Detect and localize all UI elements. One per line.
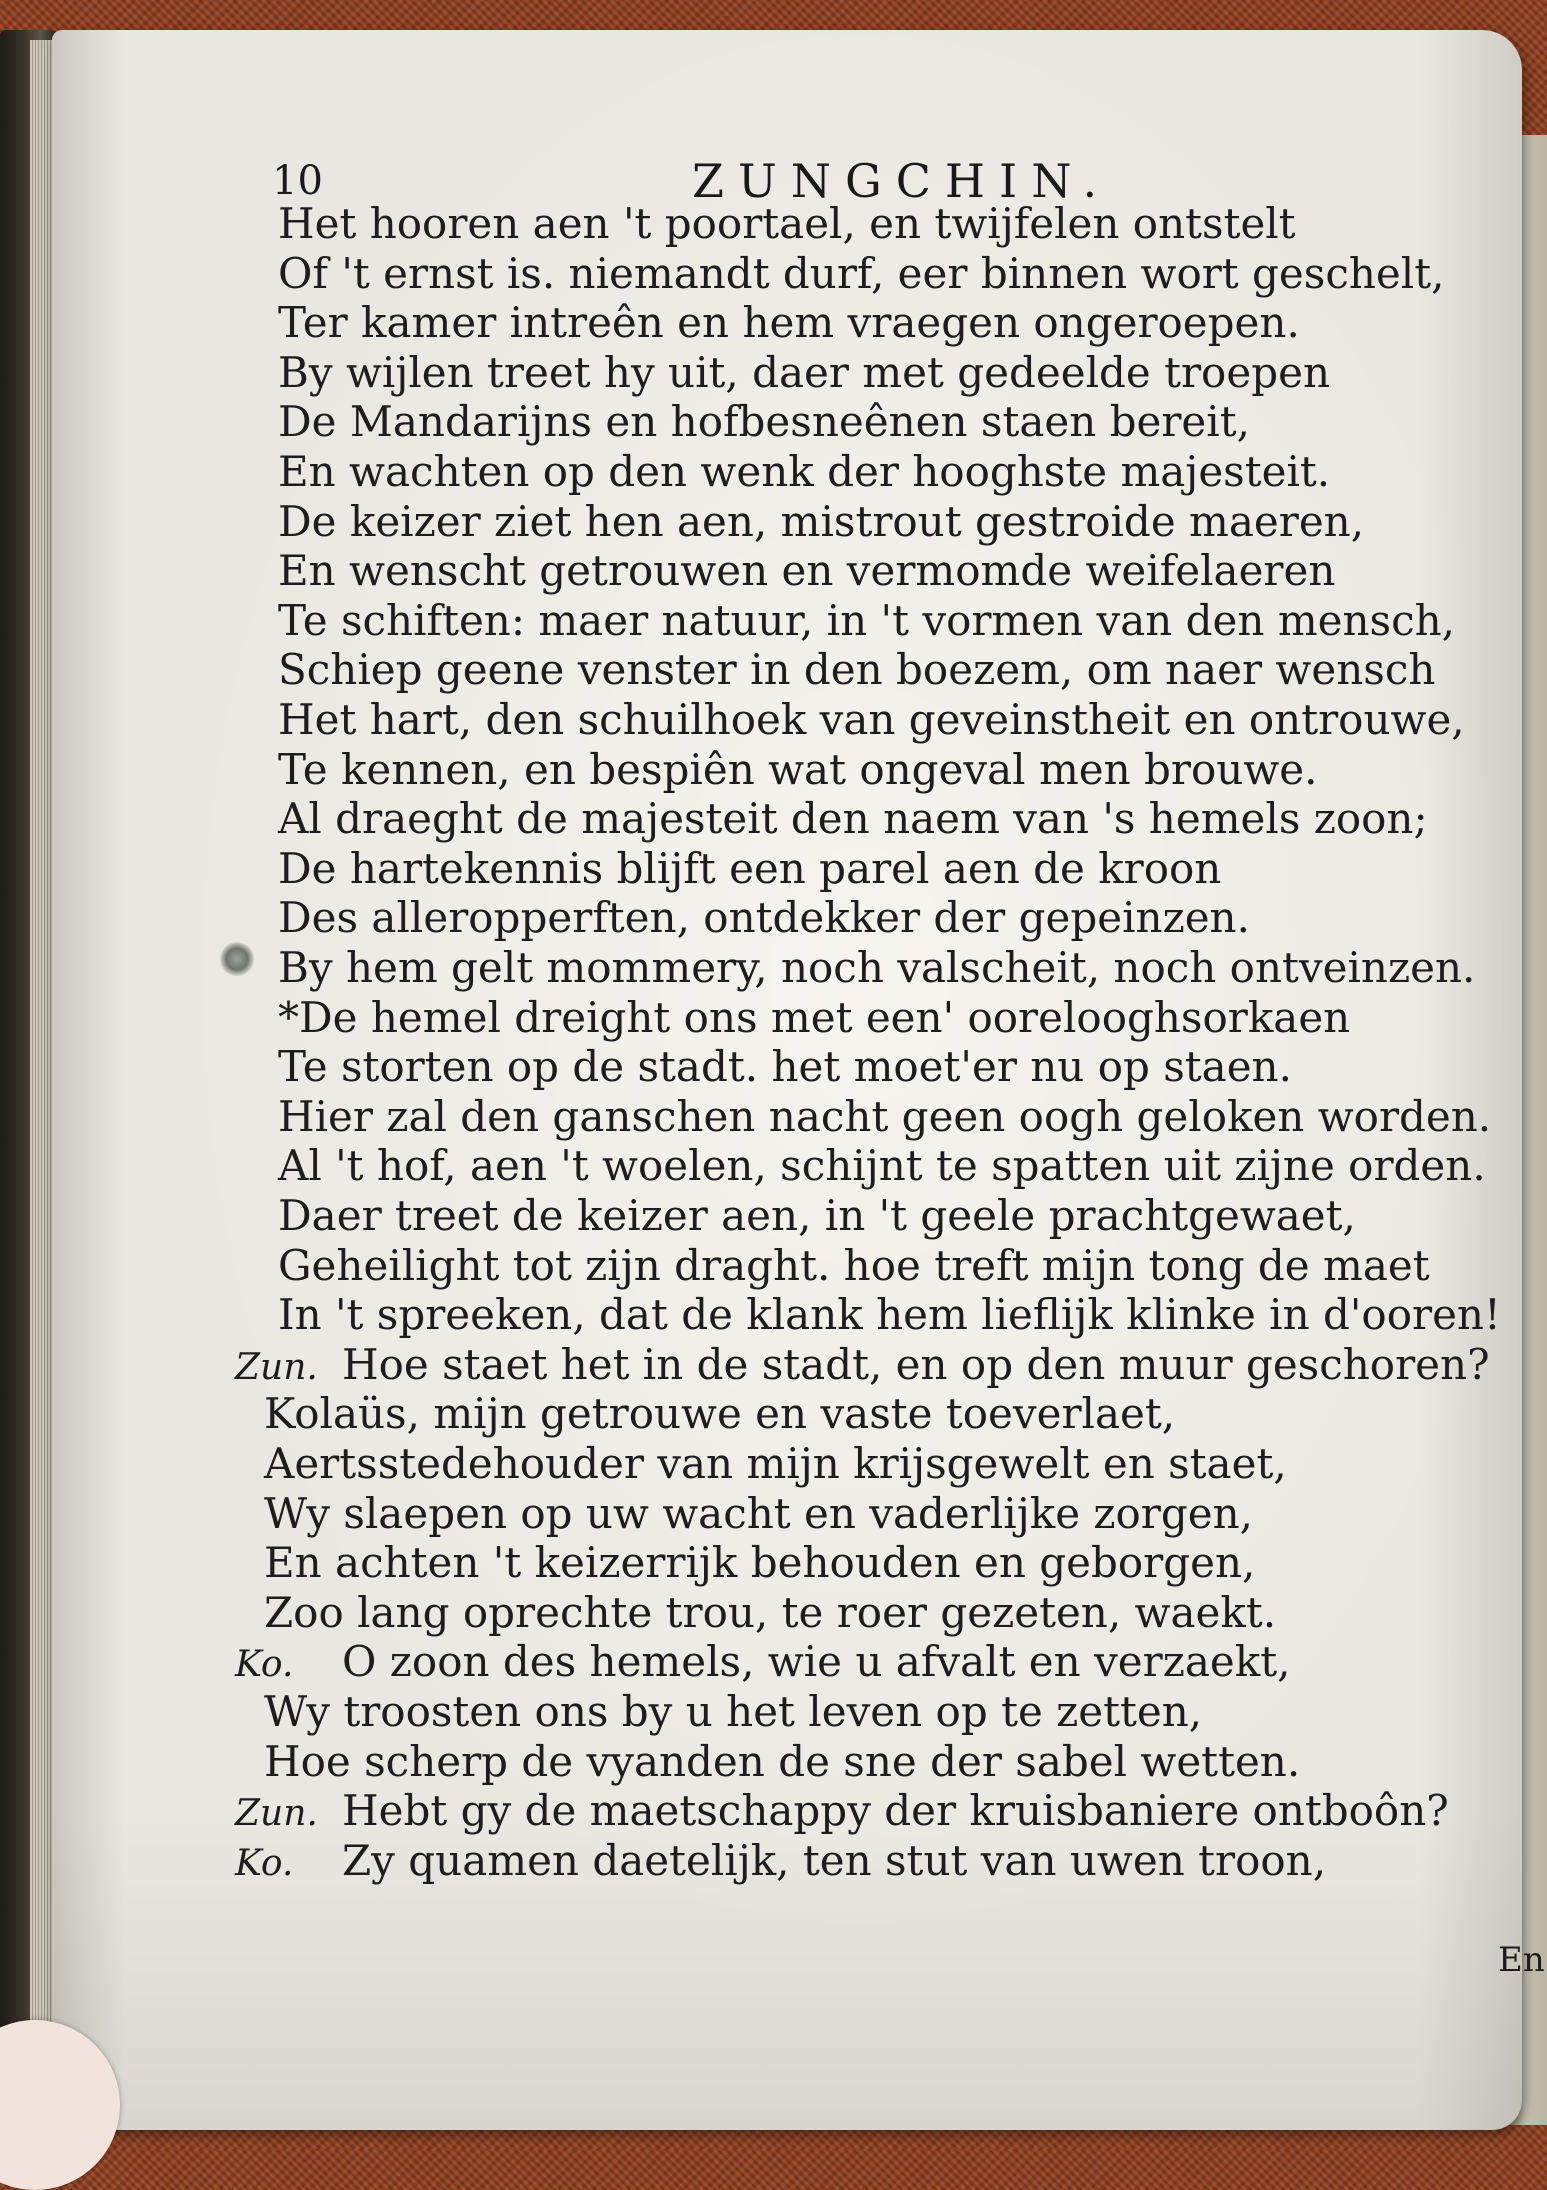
verse-line: Geheilight tot zijn draght. hoe treft mijn tong de maet <box>278 1240 1430 1290</box>
verse-line: Schiep geene venster in den boezem, om naer wensch <box>278 645 1436 695</box>
verse-line: Daer treet de keizer aen, in 't geele prachtgewaet, <box>278 1191 1356 1240</box>
verse-line: Te kennen, en bespiên wat ongeval men brouwe. <box>278 744 1318 794</box>
verse-line: Of 't ernst is. niemandt durf, eer binnen wort geschelt, <box>278 248 1445 298</box>
verse-line: Het hooren aen 't poortael, en twijfelen ontstelt <box>278 199 1296 248</box>
verse-line: Het hart, den schuilhoek van geveinstheit en ontrouwe, <box>278 695 1465 744</box>
verse-line: Kolaüs, mijn getrouwe en vaste toeverlaet, <box>264 1389 1176 1439</box>
verse-line: Te schiften: maer natuur, in 't vormen van den mensch, <box>278 595 1456 645</box>
verse-line: En wenscht getrouwen en vermomde weifelaeren <box>278 546 1336 596</box>
verse-line: By hem gelt mommery, noch valscheit, noch ontveinzen. <box>278 943 1476 992</box>
verse-line: En wachten op den wenk der hooghste majesteit. <box>278 447 1331 496</box>
running-head: ZUNGCHIN. <box>692 154 1112 208</box>
speaker-label: Ko. <box>235 1842 294 1884</box>
speaker-label: Zun. <box>235 1346 318 1388</box>
verse-line: Hoe scherp de vyanden de sne der sabel wetten. <box>264 1736 1301 1786</box>
verse-block <box>52 30 1522 2130</box>
verse-line: Aertsstedehouder van mijn krijsgewelt en staet, <box>264 1439 1287 1488</box>
speaker-label: Ko. <box>235 1644 294 1686</box>
verse-line: Al draeght de majesteit den naem van 's hemels zoon; <box>278 794 1428 844</box>
verse-line: O zoon des hemels, wie u afvalt en verzaekt, <box>342 1637 1291 1687</box>
verse-line: In 't spreeken, dat de klank hem lieflijk klinke in d'ooren! <box>278 1290 1501 1340</box>
verse-line: De Mandarijns en hofbesneênen staen bereit, <box>278 397 1250 447</box>
verse-line: Zoo lang oprechte trou, te roer gezeten, waekt. <box>264 1587 1277 1637</box>
catchword: En <box>1498 1940 1545 1980</box>
verse-line: Al 't hof, aen 't woelen, schijnt te spatten uit zijne orden. <box>278 1141 1486 1191</box>
verse-line: *De hemel dreight ons met een' oorelooghsorkaen <box>278 992 1351 1042</box>
verse-line: Te storten op de stadt. het moet'er nu op staen. <box>278 1042 1292 1092</box>
verse-line: Zy quamen daetelijk, ten stut van uwen troon, <box>342 1835 1327 1885</box>
verse-line: De keizer ziet hen aen, mistrout gestroide maeren, <box>278 496 1365 546</box>
page-number: 10 <box>272 158 323 204</box>
verse-line: Hebt gy de maetschappy der kruisbaniere ontboôn? <box>342 1786 1449 1836</box>
book-page <box>52 30 1545 2130</box>
speaker-label: Zun. <box>235 1793 318 1835</box>
verse-line: Wy slaepen op uw wacht en vaderlijke zorgen, <box>264 1488 1254 1538</box>
verse-line: Hier zal den ganschen nacht geen oogh geloken worden. <box>278 1091 1492 1141</box>
verse-line: En achten 't keizerrijk behouden en geborgen, <box>264 1538 1256 1588</box>
verse-line: Wy troosten ons by u het leven op te zetten, <box>264 1687 1203 1736</box>
verse-line: Hoe staet het in de stadt, en op den muur geschoren? <box>342 1339 1490 1389</box>
verse-line: Des alleropperften, ontdekker der gepeinzen. <box>278 893 1250 943</box>
verse-line: De hartekennis blijft een parel aen de kroon <box>278 843 1222 893</box>
verse-line: Ter kamer intreên en hem vraegen ongeroepen. <box>278 298 1300 348</box>
verse-line: By wijlen treet hy uit, daer met gedeelde troepen <box>278 347 1330 397</box>
